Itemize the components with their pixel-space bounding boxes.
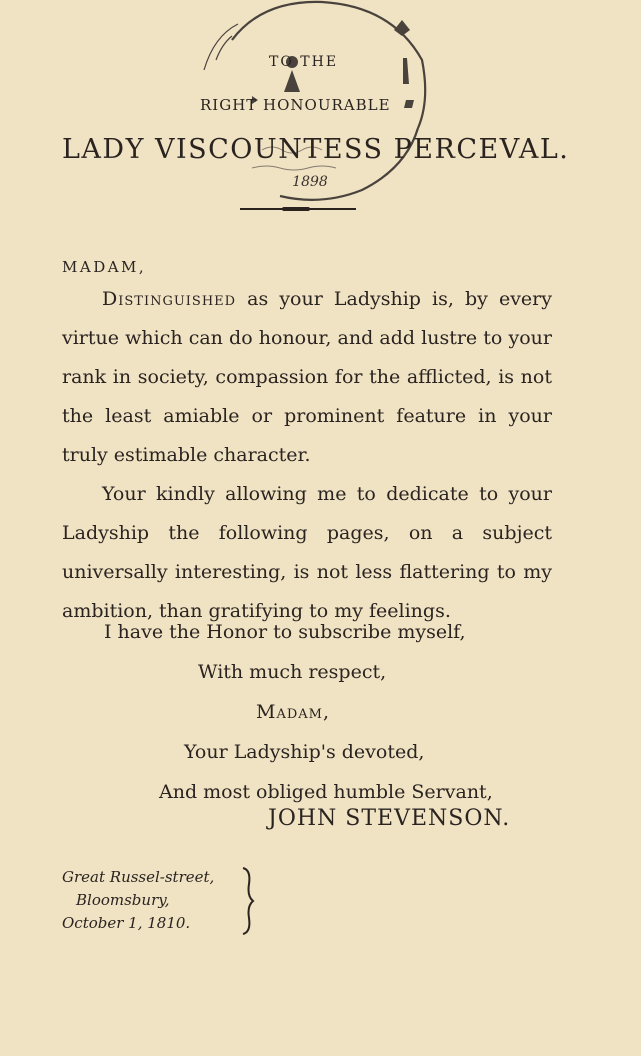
date-line: October 1, 1810. <box>62 914 191 932</box>
dedication-addressee: LADY VISCOUNTESS PERCEVAL. <box>62 134 570 165</box>
closing-block <box>0 612 641 812</box>
place-line-2: Bloomsbury, <box>76 891 170 909</box>
place-line-1: Great Russel-street, <box>62 868 215 886</box>
body-paragraph-1 <box>62 280 552 475</box>
ornamental-rule <box>240 208 356 210</box>
paragraph-1-text: as your Ladyship is, by every virtue which can do honour, and add lustre to your rank in society, compassion for the afflicted, is not the least amiable or prominent feature in your truly estimable character. <box>62 288 552 466</box>
body-paragraph-2: Your kindly allowing me to dedicate to your Ladyship the following pages, on a subject universally interesting, is not less flattering to my ambition, than gratifying to my feelings. <box>62 483 552 622</box>
closing-line-5: And most obliged humble Servant, <box>159 781 493 803</box>
right-brace-icon <box>241 866 255 936</box>
signature: JOHN STEVENSON. <box>268 806 511 831</box>
dedication-to-line: TO THE <box>269 54 339 70</box>
lead-word: Distinguished <box>102 288 237 310</box>
dedication-honorific: RIGHT HONOURABLE <box>200 96 391 114</box>
closing-line-3: Madam, <box>256 701 331 723</box>
place-date-block <box>62 866 214 935</box>
stamp-number: 1898 <box>292 174 328 190</box>
closing-line-2: With much respect, <box>198 661 387 683</box>
closing-line-1: I have the Honor to subscribe myself, <box>104 621 466 643</box>
dedication-body <box>62 280 552 631</box>
salutation: MADAM, <box>62 258 147 276</box>
closing-line-4: Your Ladyship's devoted, <box>184 741 425 763</box>
